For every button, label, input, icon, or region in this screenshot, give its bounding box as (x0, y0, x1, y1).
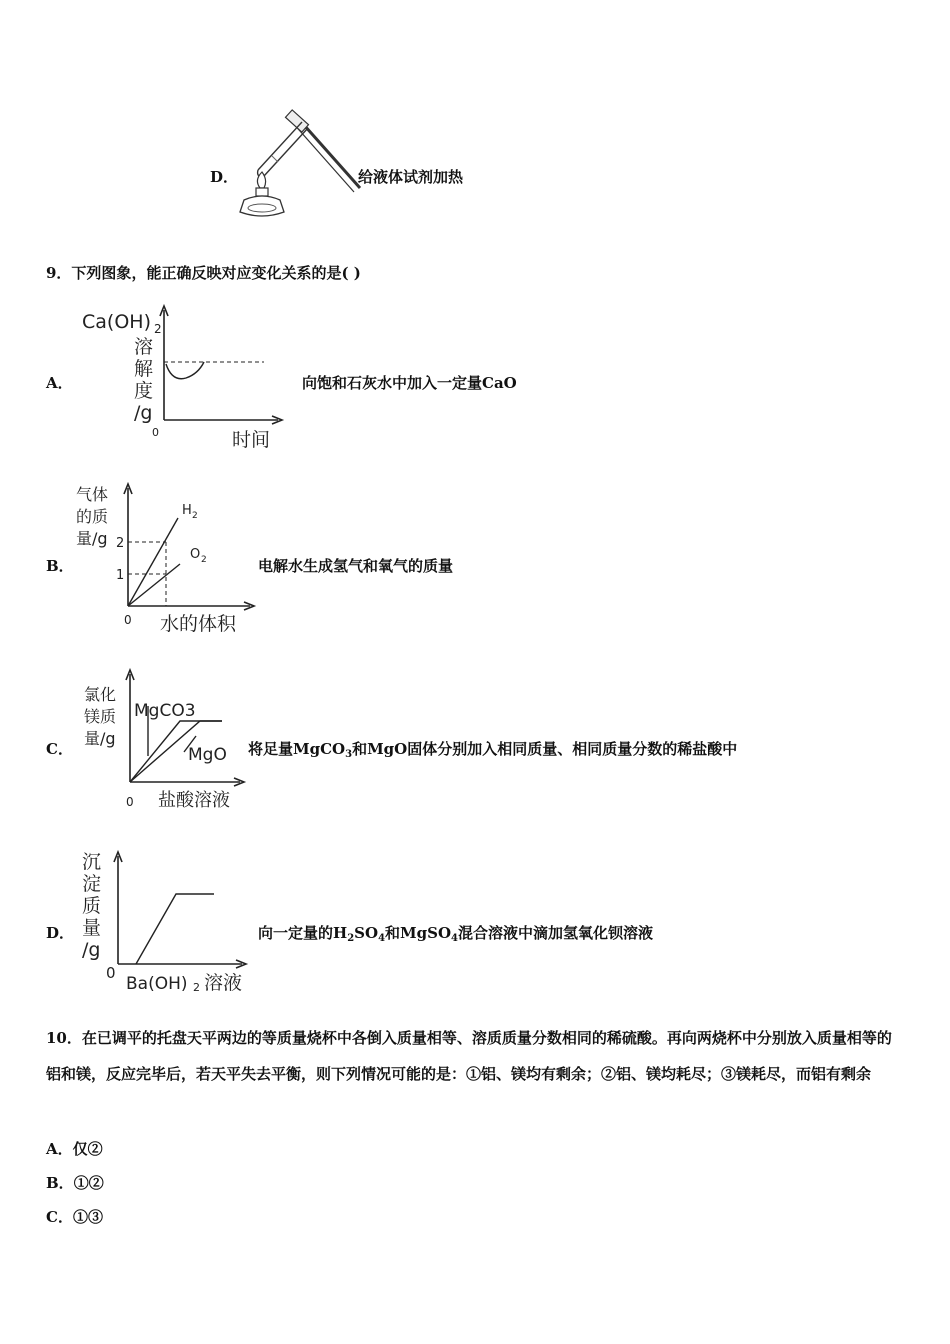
graph-a-ylabel-ch4: /g (134, 402, 153, 424)
graph-a-ylabel-sub: 2 (154, 322, 162, 336)
graph-c-series-mgo: MgO (188, 745, 227, 765)
graph-a-curve (166, 362, 204, 379)
q10-option-a (46, 1138, 103, 1159)
q9-option-b-text: 电解水生成氢气和氧气的质量 (258, 557, 454, 575)
graph-b-tick-2: 2 (116, 536, 125, 551)
q10-option-a-letter: A． (46, 1140, 73, 1158)
q9-option-c-text (248, 738, 737, 760)
q9-option-a-letter: A． (46, 374, 73, 392)
q10-stem: 10．在已调平的托盘天平两边的等质量烧杯中各倒入质量相等、溶质质量分数相同的稀硫酸。再向两烧杯中分别放入质量相等的铝和镁，反应完毕后，若天平失去平衡，则下列情况可能的是：①铝、镁均有剩余；②铝、镁均耗尽；③镁耗尽，而铝有剩余 (46, 1029, 892, 1083)
graph-b-line-o2 (128, 564, 180, 606)
q9-option-d-letter: D． (46, 924, 75, 942)
heating-apparatus-illustration (236, 108, 364, 220)
q10-option-c-letter: C． (46, 1208, 73, 1226)
graph-d-line (136, 894, 214, 964)
graph-d-xlabel-tail: 溶液 (204, 972, 243, 994)
q9-option-a-text: 向饱和石灰水中加入一定量CaO (302, 374, 517, 392)
graph-d-xlabel-sub: 2 (193, 981, 200, 994)
graph-a-xlabel: 时间 (232, 429, 271, 451)
q10-option-b-letter: B． (46, 1174, 74, 1192)
graph-d-xlabel: Ba(OH) (126, 974, 188, 994)
graph-d-origin: 0 (106, 964, 116, 982)
graph-a-ylabel-ch1: 溶 (134, 336, 154, 358)
graph-a-origin: 0 (152, 426, 159, 439)
q9-option-d-text-part3: 和MgSO (385, 924, 452, 942)
graph-b-xlabel: 水的体积 (160, 613, 237, 635)
q9-graph-d (76, 846, 256, 996)
graph-b-series-h2: H (182, 503, 192, 518)
q9-option-d-text-sub3: 4 (451, 933, 458, 944)
graph-b-line-h2 (128, 518, 178, 606)
q10-option-c (46, 1206, 103, 1227)
q10-option-a-text: 仅② (72, 1140, 103, 1158)
graph-d-ylabel-ch3: 质 (82, 895, 102, 917)
q10-option-b (46, 1172, 104, 1193)
graph-c-xlabel: 盐酸溶液 (158, 790, 230, 811)
q9-option-b-letter: B． (46, 557, 74, 575)
graph-c-origin: 0 (126, 795, 134, 809)
q9-option-d-text-part1: 向一定量的H (258, 924, 348, 942)
q10-option-b-text: ①② (73, 1174, 104, 1192)
q9-graph-b (74, 482, 260, 638)
graph-a-ylabel-ch2: 解 (134, 358, 154, 380)
graph-c-ylabel-line2: 镁质 (84, 707, 117, 726)
graph-c-ylabel-line1: 氯化 (84, 685, 117, 704)
graph-d-ylabel-ch5: /g (82, 939, 101, 961)
q9-option-c-text-sub: 3 (345, 749, 353, 760)
q9-option-d-text-part2: SO (354, 924, 379, 942)
q9-option-d-text (258, 922, 653, 944)
graph-b-series-o2-sub: 2 (201, 555, 207, 565)
q9-option-c-letter: C． (46, 740, 73, 758)
q9-stem: 9．下列图象，能正确反映对应变化关系的是( ) (46, 264, 361, 282)
graph-b-ylabel-line2: 的质 (76, 507, 109, 526)
graph-a-ylabel-ch3: 度 (134, 380, 154, 402)
graph-a-ylabel-ca: Ca(OH) (82, 311, 151, 333)
graph-b-ylabel-line3: 量/g (76, 529, 108, 548)
q9-option-d-text-sub2: 4 (378, 933, 386, 944)
graph-b-series-o2: O (190, 547, 201, 562)
q10-option-c-text: ①③ (72, 1208, 103, 1226)
graph-d-ylabel-ch4: 量 (82, 917, 102, 939)
q8-option-d-letter: D． (210, 168, 239, 186)
q9-option-d-text-part4: 混合溶液中滴加氢氧化钡溶液 (458, 924, 654, 942)
q9-graph-c (80, 666, 250, 816)
q8-option-d-text: 给液体试剂加热 (358, 168, 464, 186)
graph-c-series-mgco3: MgCO3 (134, 701, 196, 721)
graph-c-ylabel-line3: 量/g (84, 729, 116, 748)
graph-d-ylabel-ch2: 淀 (82, 873, 102, 895)
q9-graph-a (78, 302, 288, 454)
graph-b-origin: 0 (124, 613, 132, 627)
graph-d-ylabel-ch1: 沉 (82, 851, 102, 873)
graph-b-tick-1: 1 (116, 568, 125, 583)
q9-option-d-text-sub1: 2 (347, 933, 355, 944)
q9-option-c-text-part2: 和MgO固体分别加入相同质量、相同质量分数的稀盐酸中 (352, 740, 738, 758)
graph-b-series-h2-sub: 2 (192, 511, 198, 521)
q9-option-c-text-part1: 将足量MgCO (248, 740, 346, 758)
graph-b-ylabel-line1: 气体 (76, 485, 109, 504)
